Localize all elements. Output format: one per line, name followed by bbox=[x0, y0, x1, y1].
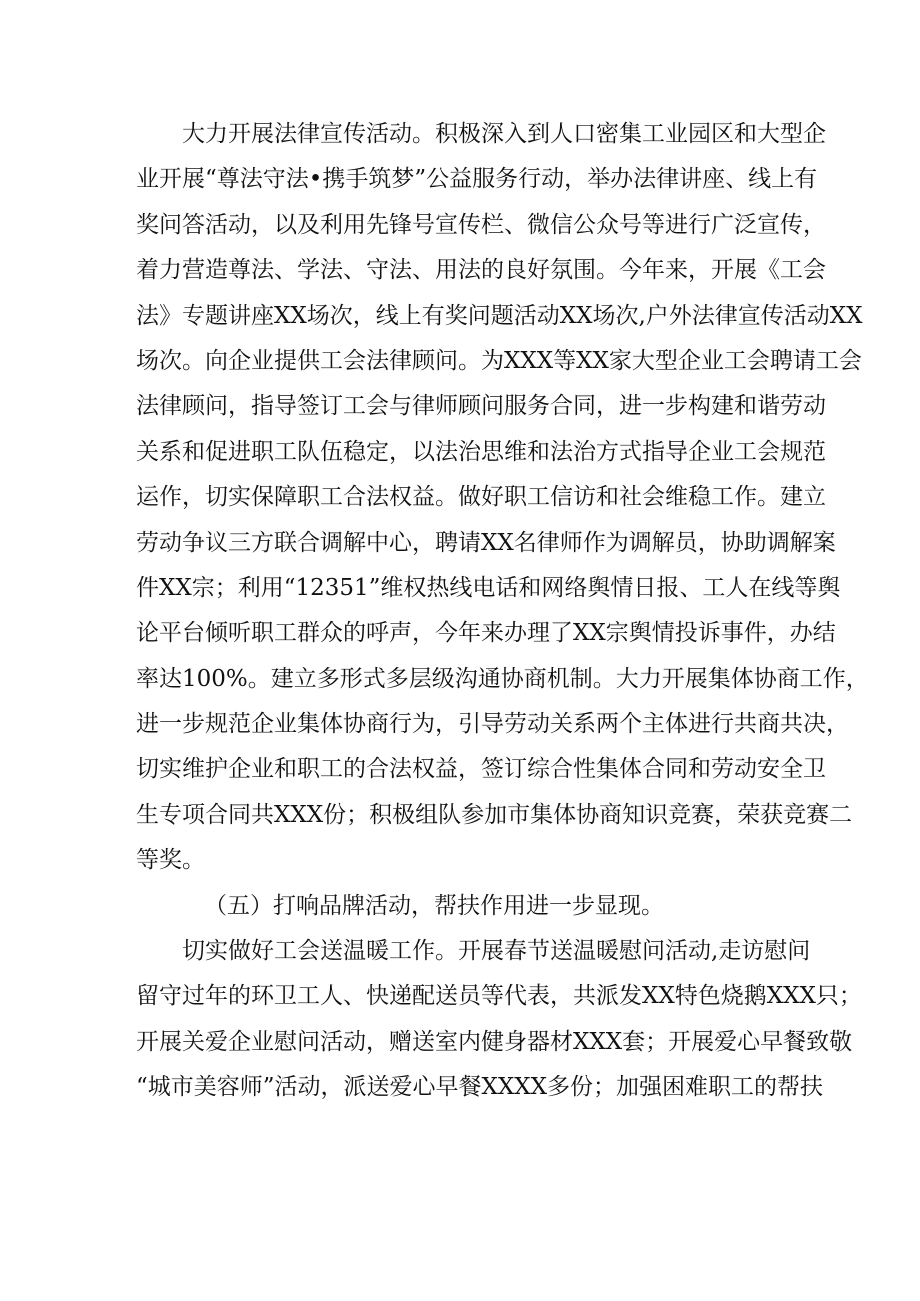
text-line: 法》专题讲座XX场次，线上有奖问题活动XX场次,户外法律宣传活动XX bbox=[136, 302, 863, 329]
text-line: 件XX宗；利用“12351”维权热线电话和网络舆情日报、工人在线等舆 bbox=[136, 574, 841, 601]
text-line: 着力营造尊法、学法、守法、用法的良好氛围。今年来，开展《工会 bbox=[136, 257, 826, 284]
text-line: 大力开展法律宣传活动。积极深入到人口密集工业园区和大型企 bbox=[182, 121, 826, 147]
text-line: 场次。向企业提供工会法律顾问。为XXX等XX家大型企业工会聘请工会 bbox=[136, 347, 862, 374]
text-line: 劳动争议三方联合调解中心，聘请XX名律师作为调解员，协助调解案 bbox=[136, 529, 836, 556]
text-line: 切实维护企业和职工的合法权益，签订综合性集体合同和劳动安全卫 bbox=[136, 756, 826, 783]
text-line: 进一步规范企业集体协商行为，引导劳动关系两个主体进行共商共决， bbox=[136, 711, 849, 738]
text-line: 业开展“尊法守法•携手筑梦”公益服务行动，举办法律讲座、线上有 bbox=[136, 166, 818, 193]
body-text bbox=[136, 112, 869, 1111]
text-line: 法律顾问，指导签订工会与律师顾问服务合同，进一步构建和谐劳动 bbox=[136, 393, 826, 420]
text-line: 开展关爱企业慰问活动，赠送室内健身器材XXX套；开展爱心早餐致敬 bbox=[136, 1028, 853, 1055]
text-line: “城市美容师”活动，派送爱心早餐XXXX多份；加强困难职工的帮扶 bbox=[136, 1074, 824, 1101]
text-line: 率达100%。建立多形式多层级沟通协商机制。大力开展集体协商工作， bbox=[136, 665, 869, 692]
text-line: 关系和促进职工队伍稳定，以法治思维和法治方式指导企业工会规范 bbox=[136, 438, 826, 465]
text-line: 等奖。 bbox=[136, 847, 205, 874]
text-line: 生专项合同共XXX份；积极组队参加市集体协商知识竞赛，荣获竞赛二 bbox=[136, 801, 853, 828]
text-line: 奖问答活动，以及利用先锋号宣传栏、微信公众号等进行广泛宣传， bbox=[136, 211, 826, 238]
text-line: 运作，切实保障职工合法权益。做好职工信访和社会维稳工作。建立 bbox=[136, 484, 826, 511]
text-line: 论平台倾听职工群众的呼声，今年来办理了XX宗舆情投诉事件，办结 bbox=[136, 620, 836, 647]
text-line: 留守过年的环卫工人、快递配送员等代表，共派发XX特色烧鹅XXX只； bbox=[136, 983, 862, 1010]
text-line: 切实做好工会送温暖工作。开展春节送温暖慰问活动,走访慰问 bbox=[182, 938, 811, 965]
section-heading: （五）打响品牌活动，帮扶作用进一步显现。 bbox=[204, 892, 664, 919]
